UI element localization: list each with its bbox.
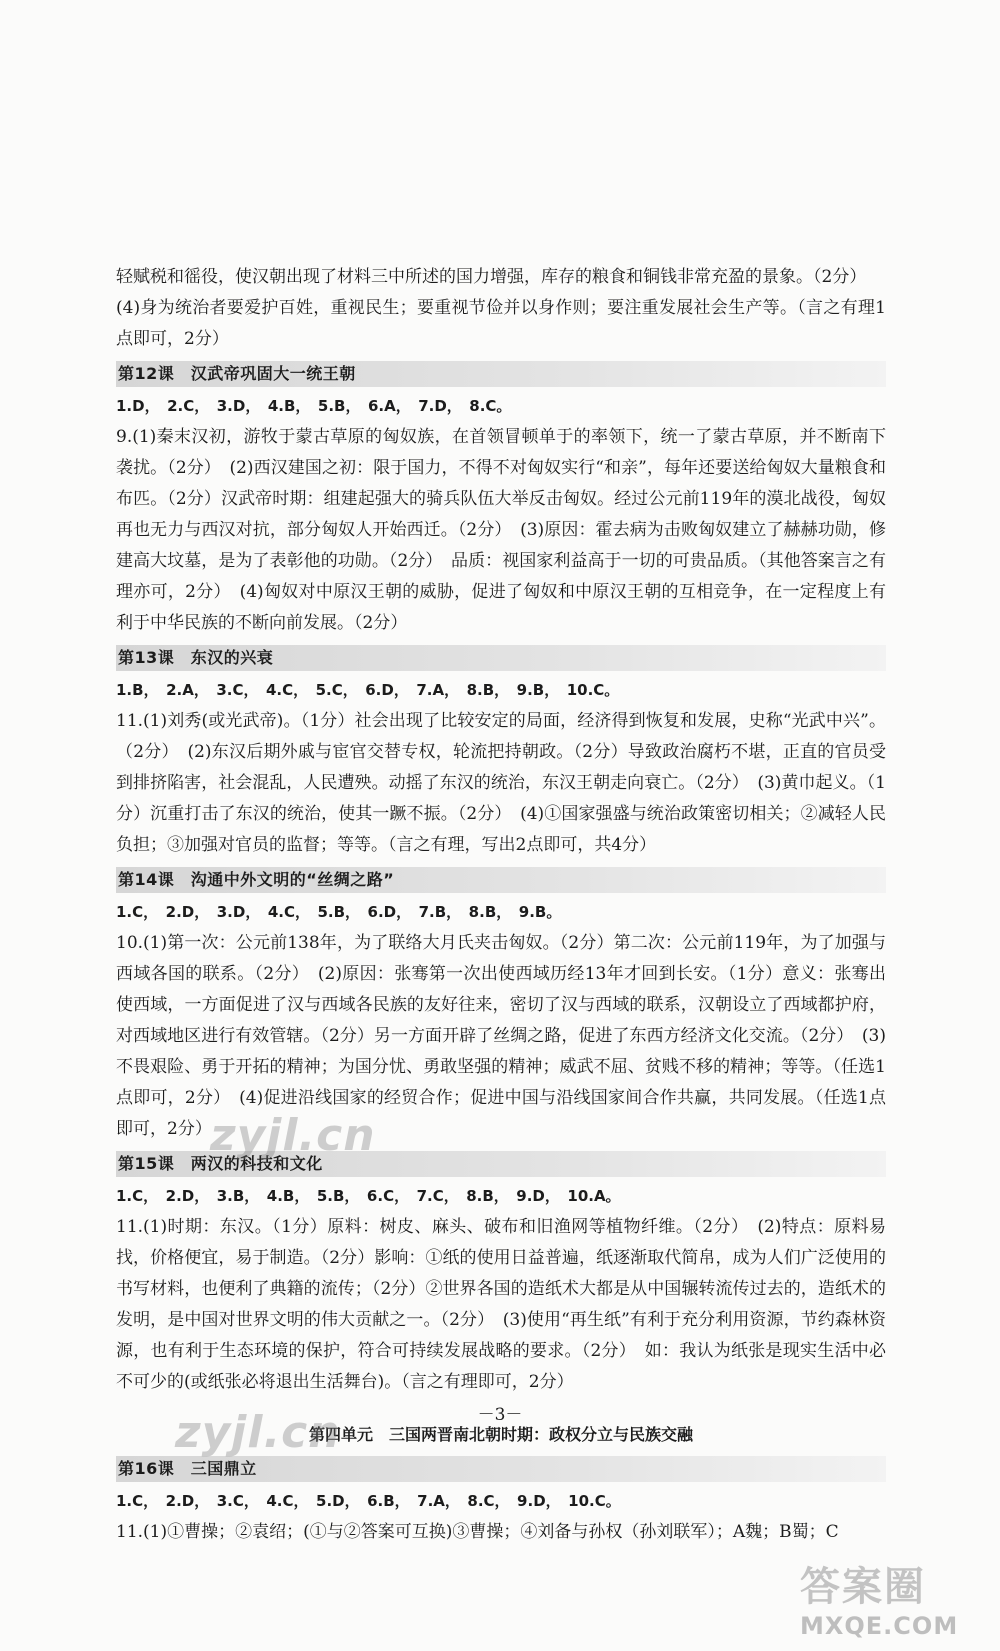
answer-content <box>116 262 886 1548</box>
lesson-14-choice-answers: 1.C， 2.D， 3.D， 4.C， 5.B， 6.D， 7.B， 8.B， 9.B。 <box>116 903 562 921</box>
intro-paragraph-2: (4)身为统治者要爱护百姓，重视民生；要重视节俭并以身作则；要注重发展社会生产等。（言之有理1点即可，2分） <box>116 298 886 349</box>
lesson-14-header: 第14课 沟通中外文明的“丝绸之路” <box>116 867 886 893</box>
watermark-1: zyjl.cn <box>210 1110 376 1161</box>
unit-4-title: 第四单元 三国两晋南北朝时期：政权分立与民族交融 <box>308 1425 693 1444</box>
watermark-2: zyjl.cn <box>175 1407 341 1458</box>
corner-watermark-logo <box>800 1555 970 1645</box>
lesson-13-choice-answers: 1.B， 2.A， 3.C， 4.C， 5.C， 6.D， 7.A， 8.B， 9.B， 10.C。 <box>116 681 620 699</box>
lesson-15-header: 第15课 两汉的科技和文化 <box>116 1151 886 1177</box>
lesson-16-essay-answer: 11.(1)①曹操；②袁绍；(①与②答案可互换)③曹操；④刘备与孙权（孙刘联军）；A魏；B蜀；C <box>116 1522 839 1542</box>
corner-logo-main: 答案圈 <box>800 1564 926 1610</box>
lesson-12-choice-answers: 1.D， 2.C， 3.D， 4.B， 5.B， 6.A， 7.D， 8.C。 <box>116 397 512 415</box>
page-number: －3－ <box>477 1405 523 1425</box>
lesson-12-essay-answer: 9.(1)秦末汉初，游牧于蒙古草原的匈奴族，在首领冒顿单于的率领下，统一了蒙古草原，并不断南下袭扰。（2分） (2)西汉建国之初：限于国力，不得不对匈奴实行“和亲”，每年还要送给匈奴大量粮食和布匹。（2分）汉武帝时期：组建起强大的骑兵队伍大举反击匈奴。经过公元前119年的漠北战役，匈奴再也无力与西汉对抗，部分匈奴人开始西迁。（2分） (3)原因：霍去病为击败匈奴建立了赫赫功勋，修建高大坟墓，是为了表彰他的功勋。（2分） 品质：视国家利益高于一切的可贵品质。（其他答案言之有理亦可，2分） (4)匈奴对中原汉王朝的威胁，促进了匈奴和中原汉王朝的互相竞争，在一定程度上有利于中华民族的不断向前发展。（2分） <box>116 427 886 633</box>
lesson-15-essay-answer: 11.(1)时期：东汉。（1分）原料：树皮、麻头、破布和旧渔网等植物纤维。（2分） (2)特点：原料易找，价格便宜，易于制造。（2分）影响：①纸的使用日益普遍，纸逐渐取代简帛，成为人们广泛使用的书写材料，也便利了典籍的流传；（2分）②世界各国的造纸术大都是从中国辗转流传过去的，造纸术的发明，是中国对世界文明的伟大贡献之一。（2分） (3)使用“再生纸”有利于充分利用资源，节约森林资源，也有利于生态环境的保护，符合可持续发展战略的要求。（2分） 如：我认为纸张是现实生活中必不可少的(或纸张必将退出生活舞台)。（言之有理即可，2分） <box>116 1217 886 1392</box>
lesson-16-header: 第16课 三国鼎立 <box>116 1456 886 1482</box>
corner-logo-sub: MXQE.COM <box>800 1612 959 1640</box>
lesson-16-choice-answers: 1.C， 2.D， 3.C， 4.C， 5.D， 6.B， 7.A， 8.C， 9.D， 10.C。 <box>116 1492 621 1510</box>
lesson-12-header: 第12课 汉武帝巩固大一统王朝 <box>116 361 886 387</box>
lesson-15-choice-answers: 1.C， 2.D， 3.B， 4.B， 5.B， 6.C， 7.C， 8.B， 9.D， 10.A。 <box>116 1187 621 1205</box>
intro-paragraph-1: 轻赋税和徭役，使汉朝出现了材料三中所述的国力增强，库存的粮食和铜钱非常充盈的景象。（2分） <box>116 267 867 287</box>
lesson-13-essay-answer: 11.(1)刘秀(或光武帝)。（1分）社会出现了比较安定的局面，经济得到恢复和发展，史称“光武中兴”。（2分） (2)东汉后期外戚与宦官交替专权，轮流把持朝政。（2分）导致政治腐朽不堪，正直的官员受到排挤陷害，社会混乱，人民遭殃。动摇了东汉的统治，东汉王朝走向衰亡。（2分） (3)黄巾起义。（1分）沉重打击了东汉的统治，使其一蹶不振。（2分） (4)①国家强盛与统治政策密切相关；②减轻人民负担；③加强对官员的监督；等等。（言之有理，写出2点即可，共4分） <box>116 711 886 855</box>
lesson-13-header: 第13课 东汉的兴衰 <box>116 645 886 671</box>
lesson-14-essay-answer: 10.(1)第一次：公元前138年，为了联络大月氏夹击匈奴。（2分）第二次：公元前119年，为了加强与西域各国的联系。（2分） (2)原因：张骞第一次出使西域历经13年才回到长安。（1分）意义：张骞出使西域，一方面促进了汉与西域各民族的友好往来，密切了汉与西域的联系，汉朝设立了西域都护府，对西域地区进行有效管辖。（2分）另一方面开辟了丝绸之路，促进了东西方经济文化交流。（2分） (3)不畏艰险、勇于开拓的精神；为国分忧、勇敢坚强的精神；威武不屈、贫贱不移的精神；等等。（任选1点即可，2分） (4)促进沿线国家的经贸合作；促进中国与沿线国家间合作共赢，共同发展。（任选1点即可，2分） <box>116 933 886 1139</box>
